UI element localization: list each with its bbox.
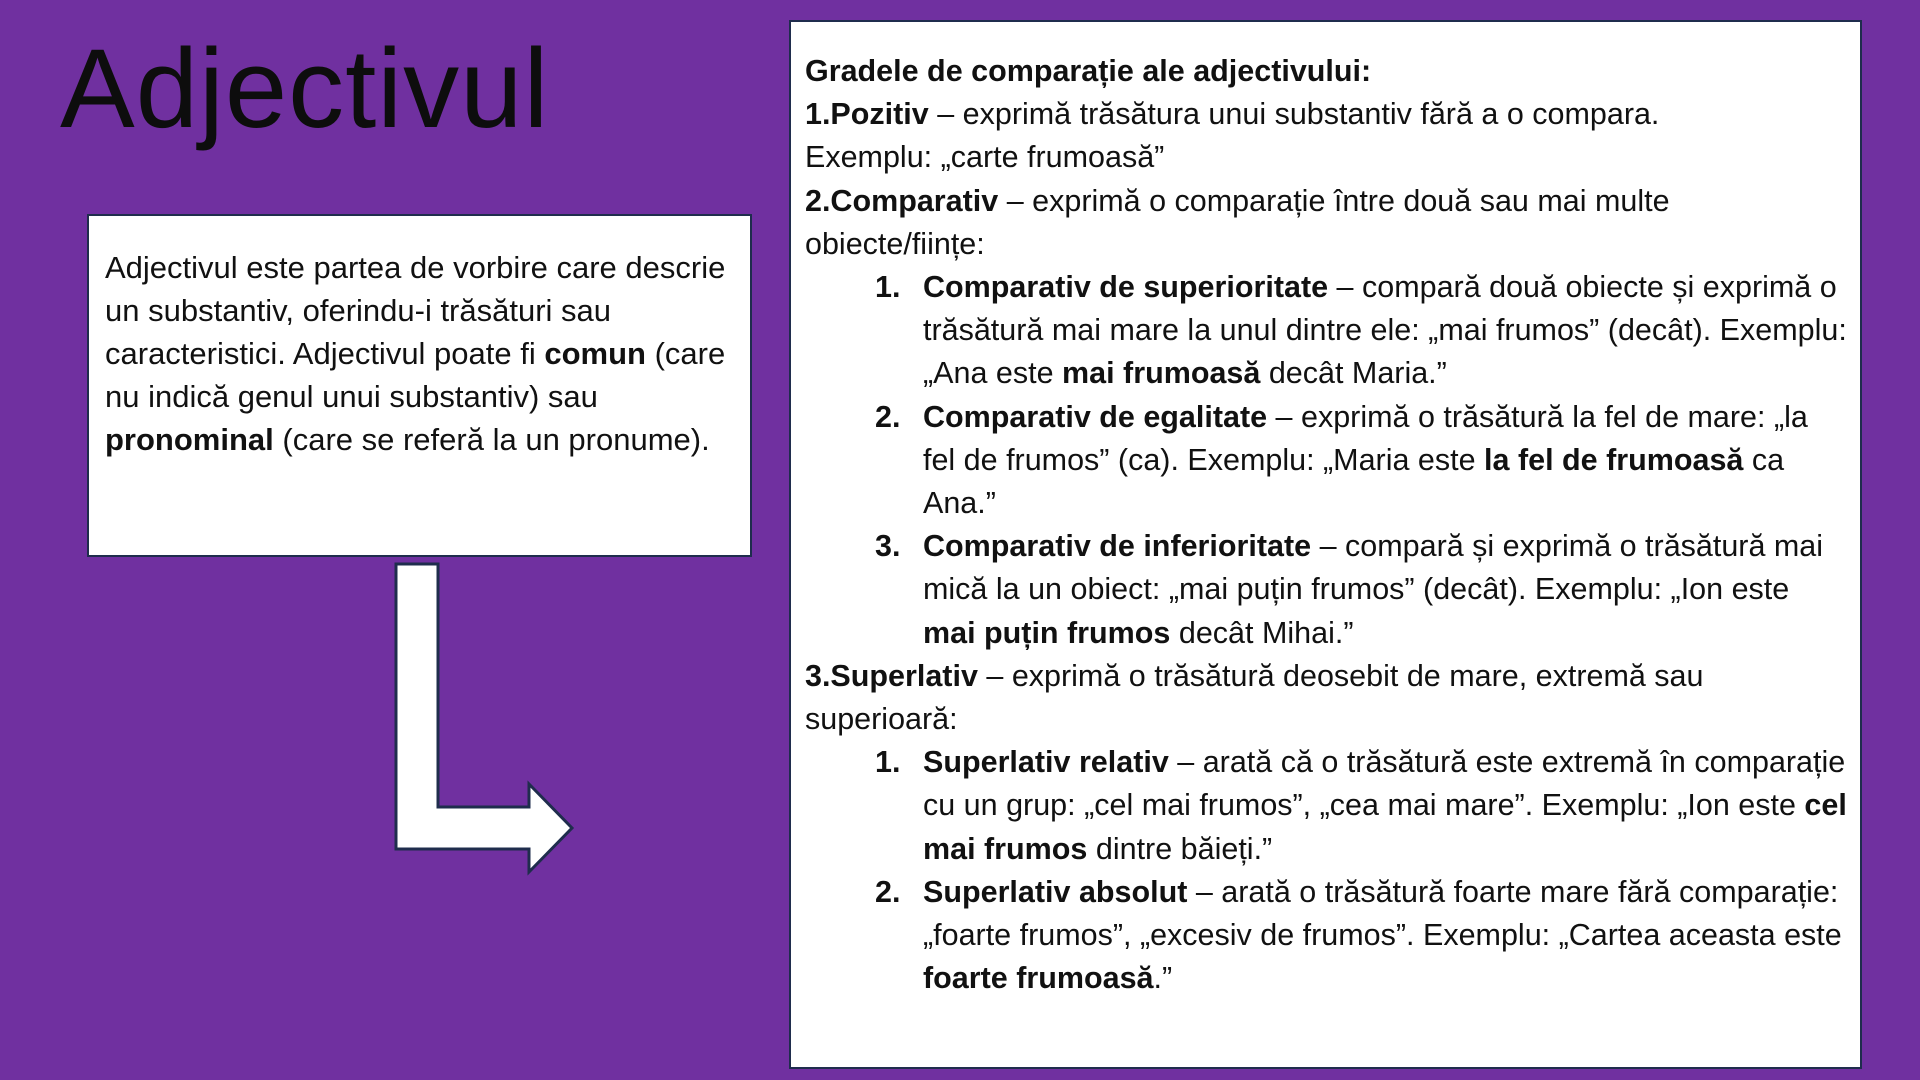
superlativ-line [805,655,1848,741]
superlativ-list [805,741,1848,1000]
pozitiv-example: Exemplu: „carte frumoasă” [805,140,1165,175]
definition-text [105,246,738,461]
definition-part3: (care se referă la un pronume). [273,422,710,457]
list-item: 2. Superlativ absolut – arată o trăsătură foarte mare fără comparație: „foarte frumos”, „excesiv de frumos”. Exemplu: „Cartea aceasta este foarte frumoasă.” [875,874,1842,996]
list-item: 2. Comparativ de egalitate – exprimă o trăsătură la fel de mare: „la fel de frumos” (ca). Exemplu: „Maria este la fel de frumoasă ca Ana.” [875,399,1808,521]
list-item: 1. Comparativ de superioritate – compară două obiecte și exprimă o trăsătură mai mare la unul dintre ele: „mai frumos” (decât). Exemplu: „Ana este mai frumoasă decât Maria.” [875,270,1847,391]
definition-box [87,214,752,557]
comparativ-list [805,266,1848,655]
comparativ-label: 2.Comparativ [805,183,999,218]
superlativ-desc: – exprimă o trăsătură deosebit de mare, extremă sau superioară: [805,658,1704,737]
superlativ-label: 3.Superlativ [805,658,978,693]
pozitiv-line [805,93,1848,136]
comparativ-line [805,180,1848,266]
slide-title: Adjectivul [60,26,550,151]
definition-part1: Adjectivul este partea de vorbire care descrie un substantiv, oferindu-i trăsături sau caracteristici. Adjectivul poate fi [105,250,726,371]
degrees-heading: Gradele de comparație ale adjectivului: [805,54,1372,88]
definition-part2: (care nu indică genul unui substantiv) sau [105,336,726,414]
list-item: 3. Comparativ de inferioritate – compară și exprimă o trăsătură mai mică la un obiect: „mai puțin frumos” (decât). Exemplu: „Ion este mai puțin frumos decât Mihai.” [875,529,1824,650]
bent-arrow-right-icon [392,562,576,876]
comparativ-desc: – exprimă o comparație între două sau mai multe obiecte/ființe: [805,183,1670,261]
pozitiv-desc: – exprimă trăsătura unui substantiv fără a o compara. [928,97,1660,132]
term-comun: comun [544,336,646,371]
pozitiv-label: 1.Pozitiv [805,97,929,132]
term-pronominal: pronominal [105,422,274,457]
degrees-box [789,20,1862,1069]
list-item: 1. Superlativ relativ – arată că o trăsătură este extremă în comparație cu un grup: „cel mai frumos”, „cea mai mare”. Exemplu: „Ion este cel mai frumos dintre băieți.” [875,745,1847,866]
